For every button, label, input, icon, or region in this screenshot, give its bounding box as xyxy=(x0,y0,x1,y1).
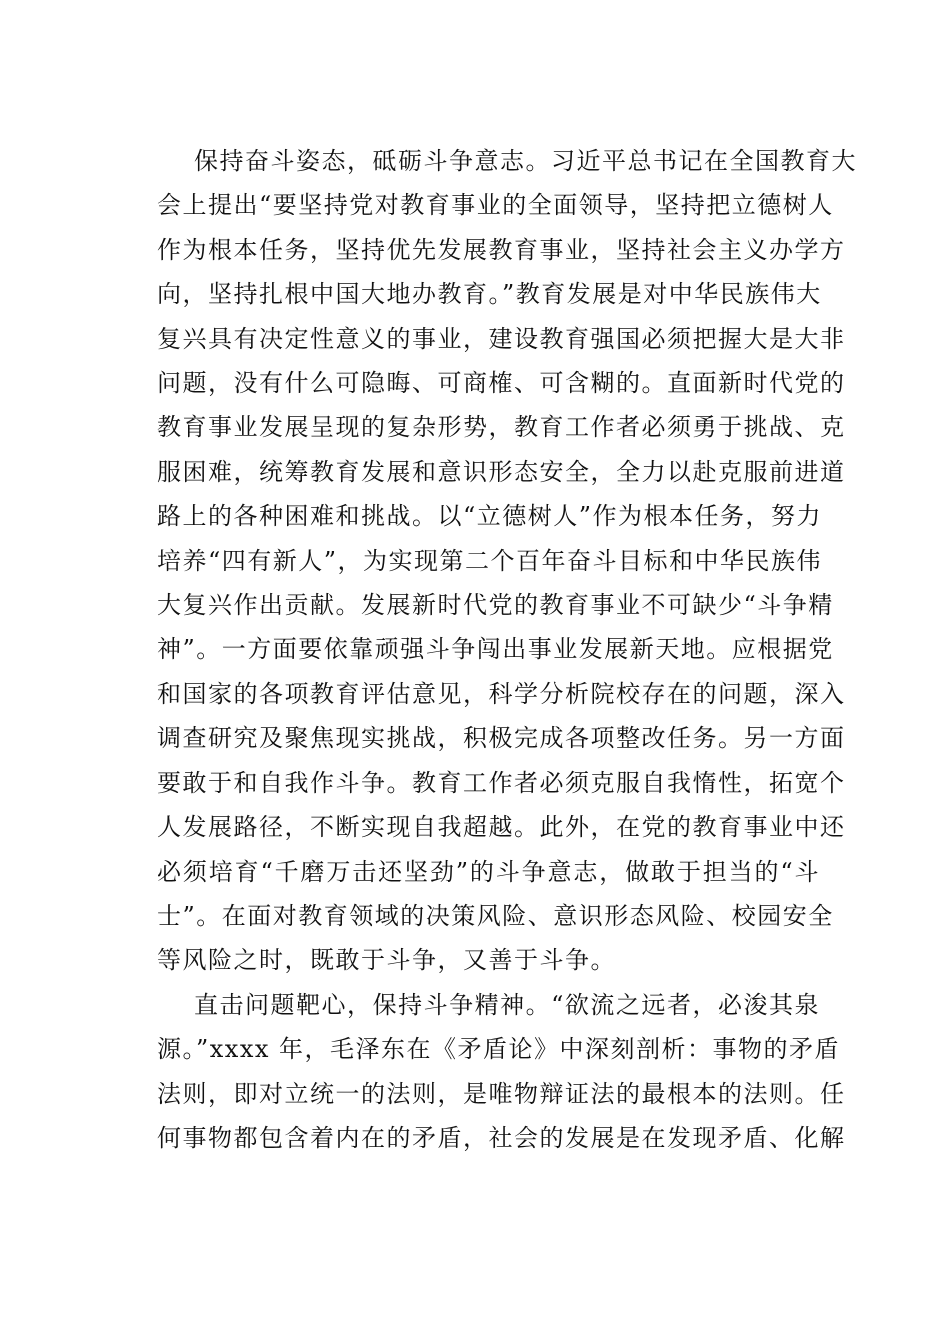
paragraph-problem-focus xyxy=(120,983,846,1161)
text-line: 神”。一方面要依靠顽强斗争闯出事业发展新天地。应根据党 xyxy=(157,635,834,664)
text-line: 教育事业发展呈现的复杂形势，教育工作者必须勇于挑战、克 xyxy=(157,413,846,442)
text-line: 直击问题靶心，保持斗争精神。“欲流之远者，必浚其泉 xyxy=(194,990,820,1019)
text-line: 作为根本任务，坚持优先发展教育事业，坚持社会主义办学方 xyxy=(157,235,846,264)
text-line: 何事物都包含着内在的矛盾，社会的发展是在发现矛盾、化解 xyxy=(157,1123,846,1152)
text-line: 复兴具有决定性意义的事业，建设教育强国必须把握大是大非 xyxy=(157,324,846,353)
text-line: 法则，即对立统一的法则，是唯物辩证法的最根本的法则。任 xyxy=(157,1079,846,1108)
text-line: 和国家的各项教育评估意见，科学分析院校存在的问题，深入 xyxy=(157,679,846,708)
text-line: 必须培育“千磨万击还坚劲”的斗争意志，做敢于担当的“斗 xyxy=(157,857,820,886)
text-line: 人发展路径，不断实现自我超越。此外，在党的教育事业中还 xyxy=(157,813,846,842)
text-line: 路上的各种困难和挑战。以“立德树人”作为根本任务，努力 xyxy=(157,502,823,531)
text-line: 等风险之时，既敢于斗争，又善于斗争。 xyxy=(157,946,616,975)
text-line: 培养“四有新人”，为实现第二个百年奋斗目标和中华民族伟 xyxy=(157,546,823,575)
paragraph-struggle-will xyxy=(120,139,857,983)
text-line: 服困难，统筹教育发展和意识形态安全，全力以赴克服前进道 xyxy=(157,457,846,486)
text-line: 会上提出“要坚持党对教育事业的全面领导，坚持把立德树人 xyxy=(157,191,834,220)
text-line: 向，坚持扎根中国大地办教育。”教育发展是对中华民族伟大 xyxy=(157,280,822,309)
document-body xyxy=(120,139,857,1160)
text-line: 大复兴作出贡献。发展新时代党的教育事业不可缺少“斗争精 xyxy=(157,591,834,620)
text-line: 保持奋斗姿态，砥砺斗争意志。习近平总书记在全国教育大 xyxy=(194,147,857,175)
text-line: 调查研究及聚焦现实挑战，积极完成各项整改任务。另一方面 xyxy=(157,724,846,753)
text-line: 要敢于和自我作斗争。教育工作者必须克服自我惰性，拓宽个 xyxy=(157,768,846,797)
text-line: 问题，没有什么可隐晦、可商榷、可含糊的。直面新时代党的 xyxy=(157,369,846,398)
text-line: 源。”xxxx 年，毛泽东在《矛盾论》中深刻剖析：事物的矛盾 xyxy=(157,1035,841,1064)
text-line: 士”。在面对教育领域的决策风险、意识形态风险、校园安全 xyxy=(157,901,834,930)
